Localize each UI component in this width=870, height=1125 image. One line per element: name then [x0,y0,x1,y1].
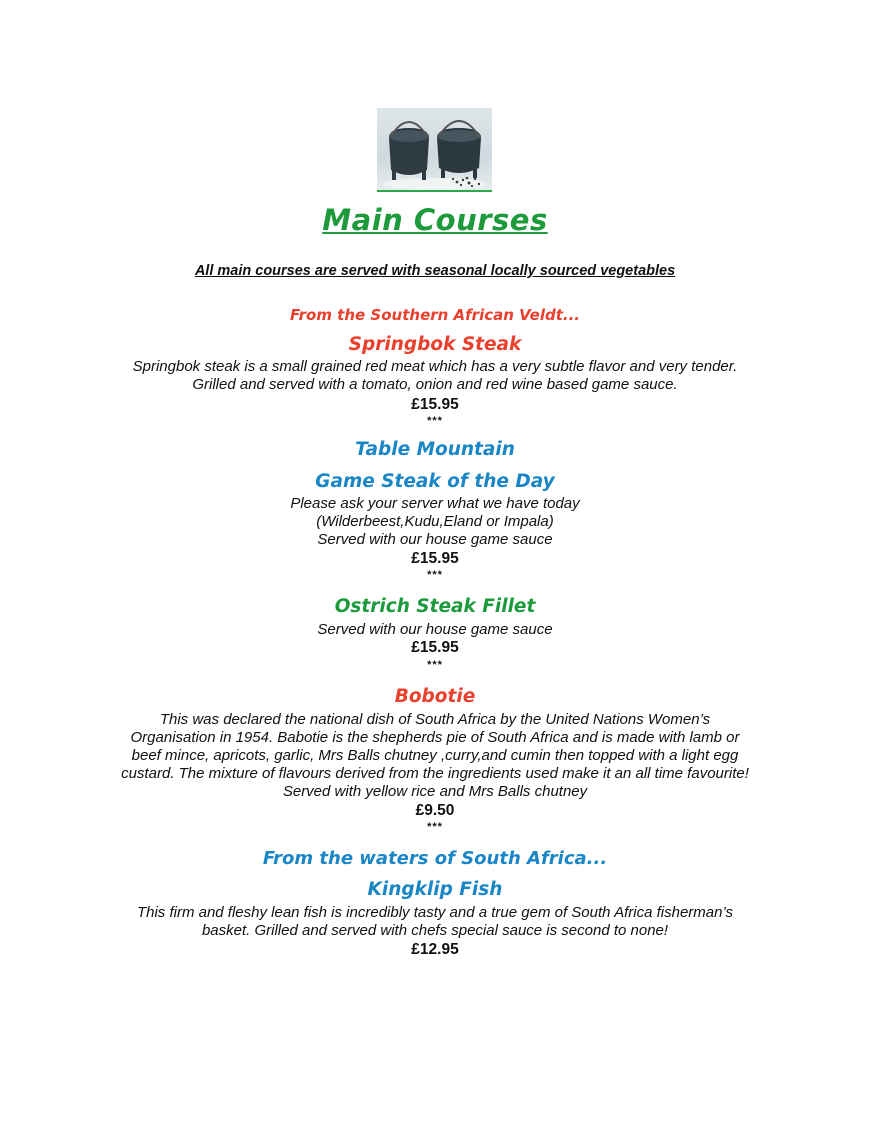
item-bobotie-desc-4: custard. The mixture of flavours derived from the ingredients used make it an all time favourite! [121,765,749,782]
section-waters-heading: From the waters of South Africa... [262,848,608,869]
item-ostrich-price: £15.95 [411,639,459,656]
item-game-steak-desc-2: (Wilderbeest,Kudu,Eland or Impala) [316,513,554,530]
item-game-steak-price: £15.95 [411,550,459,567]
item-game-steak-desc-1: Please ask your server what we have today [290,495,580,512]
image-underline [377,190,492,192]
item-game-steak-title-1: Table Mountain [355,439,515,460]
separator-stars: *** [427,569,443,581]
vegetables-note: All main courses are served with seasonal locally sourced vegetables [194,263,676,279]
cast-iron-pots-icon [377,108,492,190]
separator-stars: *** [427,659,443,671]
item-game-steak-desc-3: Served with our house game sauce [317,531,553,548]
item-bobotie-desc-2: Organisation in 1954. Babotie is the shepherds pie of South Africa and is made with lamb or [130,729,740,746]
item-kingklip-price: £12.95 [411,941,459,958]
item-kingklip-desc-1: This firm and fleshy lean fish is incredibly tasty and a true gem of South Africa fisherman’s [136,904,734,921]
item-ostrich-title: Ostrich Steak Fillet [334,596,536,617]
item-ostrich-desc-1: Served with our house game sauce [317,621,553,638]
item-kingklip-desc-2: basket. Grilled and served with chefs special sauce is second to none! [201,922,669,939]
item-springbok-desc-2: Grilled and served with a tomato, onion and red wine based game sauce. [192,376,678,393]
item-kingklip-title: Kingklip Fish [367,879,503,900]
item-game-steak-title-2: Game Steak of the Day [315,471,555,492]
item-springbok-desc-1: Springbok steak is a small grained red meat which has a very subtle flavor and very tender. [132,358,738,375]
item-bobotie-desc-5: Served with yellow rice and Mrs Balls chutney [282,783,588,800]
section-veldt-heading: From the Southern African Veldt... [290,306,580,324]
separator-stars: *** [427,415,443,427]
item-springbok-title: Springbok Steak [348,334,522,355]
item-bobotie-price: £9.50 [415,802,455,819]
item-springbok-price: £15.95 [411,396,459,413]
separator-stars: *** [427,821,443,833]
item-bobotie-title: Bobotie [394,686,476,707]
item-bobotie-desc-1: This was declared the national dish of South Africa by the United Nations Women’s [159,711,711,728]
potjie-pots-image [377,108,492,190]
page-title: Main Courses [322,203,548,237]
item-bobotie-desc-3: beef mince, apricots, garlic, Mrs Balls chutney ,curry,and cumin then topped with a light egg [131,747,739,764]
